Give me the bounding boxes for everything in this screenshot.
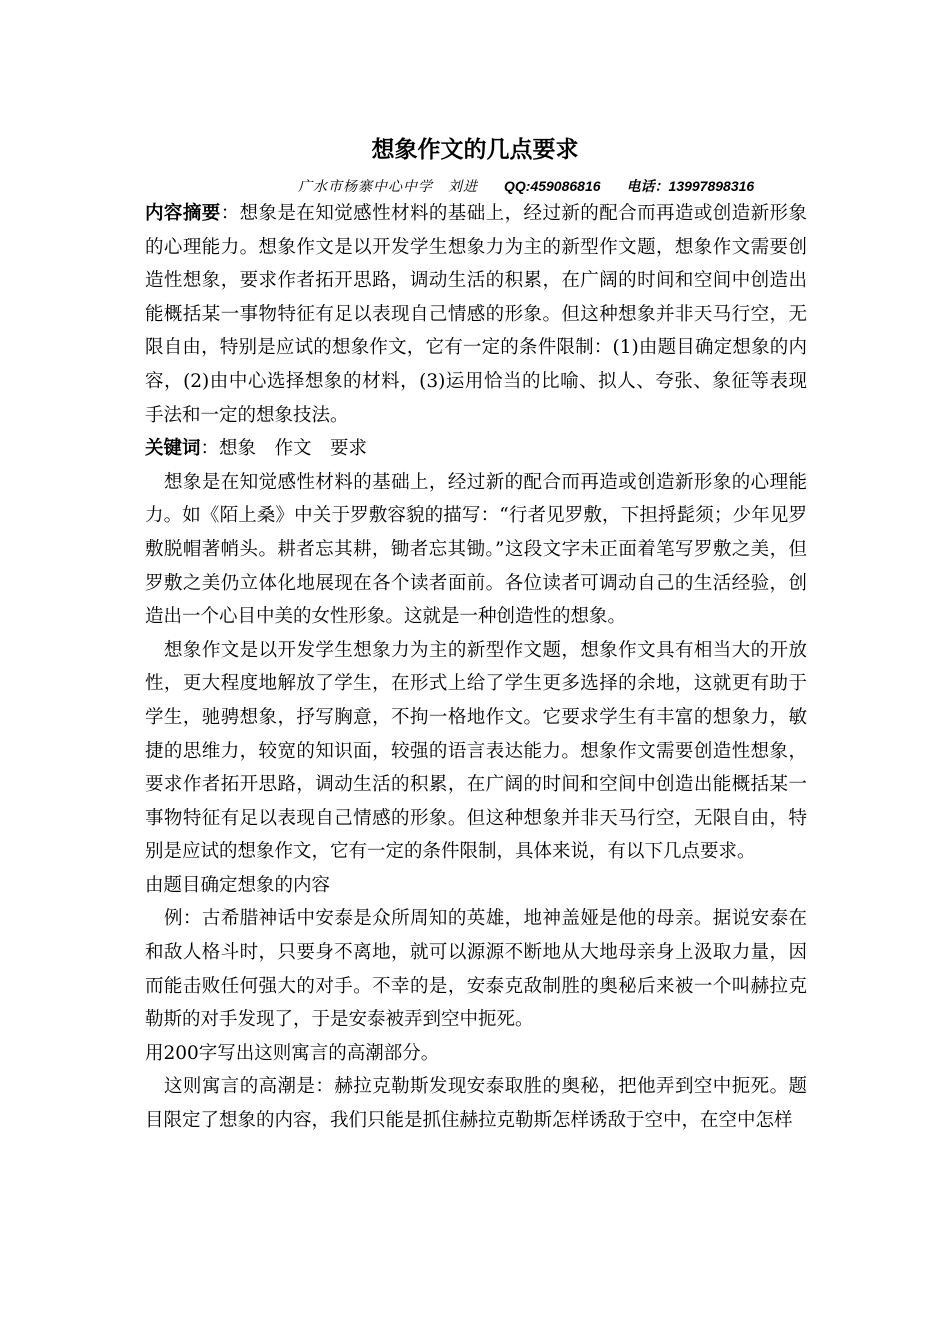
example-paragraph: 例：古希腊神话中安泰是众所周知的英雄，地神盖娅是他的母亲。据说安泰在和敌人格斗时，只要身不离地，就可以源源不断地从大地母亲身上汲取力量，因而能击败任何强大的对手。不幸的是，安泰克敌制胜的奥秘后来被一个叫赫拉克勒斯的对手发现了，于是安泰被弄到空中扼死。 [145,908,807,1031]
document-body [145,197,807,1138]
task-paragraph: 用200字写出这则寓言的高潮部分。 [145,1042,440,1064]
section-heading: 由题目确定想象的内容 [145,874,331,896]
abstract-text: ：想象是在知觉感性材料的基础上，经过新的配合而再造或创造新形象的心理能力。想象作文是以开发学生想象力为主的新型作文题，想象作文需要创造性想象，要求作者拓开思路，调动生活的积累，在广阔的时间和空间中创造出能概括某一事物特征有足以表现自己情感的形象。但这种想象并非天马行空，无限自由，特别是应试的想象作文，它有一定的条件限制：(1)由题目确定想象的内容，(2)由中心选择想象的材料，(3)运用恰当的比喻、拟人、夸张、象征等表现手法和一定的想象技法。 [145,203,807,426]
body-paragraph: 想象是在知觉感性材料的基础上，经过新的配合而再造或创造新形象的心理能力。如《陌上桑》中关于罗敷容貌的描写：“行者见罗敷，下担捋髭须；少年见罗敷脱帽著帩头。耕者忘其耕，锄者忘其锄。”这段文字未正面着笔写罗敷之美，但罗敷之美仍立体化地展现在各个读者面前。各位读者可调动自己的生活经验，创造出一个心目中美的女性形象。这就是一种创造性的想象。 [145,471,807,628]
keywords-paragraph [145,432,807,466]
keywords-text: ：想象 作文 要求 [200,438,368,460]
author-byline [298,176,754,197]
body-paragraph: 想象作文是以开发学生想象力为主的新型作文题，想象作文具有相当大的开放性，更大程度地解放了学生，在形式上给了学生更多选择的余地，这就更有助于学生，驰骋想象，抒写胸意，不拘一格地作文。它要求学生有丰富的想象力，敏捷的思维力，较宽的知识面，较强的语言表达能力。想象作文需要创造性想象，要求作者拓开思路，调动生活的积累，在广阔的时间和空间中创造出能概括某一事物特征有足以表现自己情感的形象。但这种想象并非天马行空，无限自由，特别是应试的想象作文，它有一定的条件限制，具体来说，有以下几点要求。 [145,639,807,863]
abstract-label: 内容摘要 [145,203,221,224]
author-phone: 电话：13997898316 [626,178,755,194]
keywords-label: 关键词 [145,438,201,460]
author-name: 广水市杨寨中心中学 刘进 [298,179,478,195]
analysis-paragraph: 这则寓言的高潮是：赫拉克勒斯发现安泰取胜的奥秘，把他弄到空中扼死。题目限定了想象的内容，我们只能是抓住赫拉克勒斯怎样诱敌于空中，在空中怎样 [145,1076,807,1132]
abstract-paragraph [145,197,807,432]
document-title: 想象作文的几点要求 [371,137,579,163]
author-qq: QQ:459086816 [504,178,601,194]
